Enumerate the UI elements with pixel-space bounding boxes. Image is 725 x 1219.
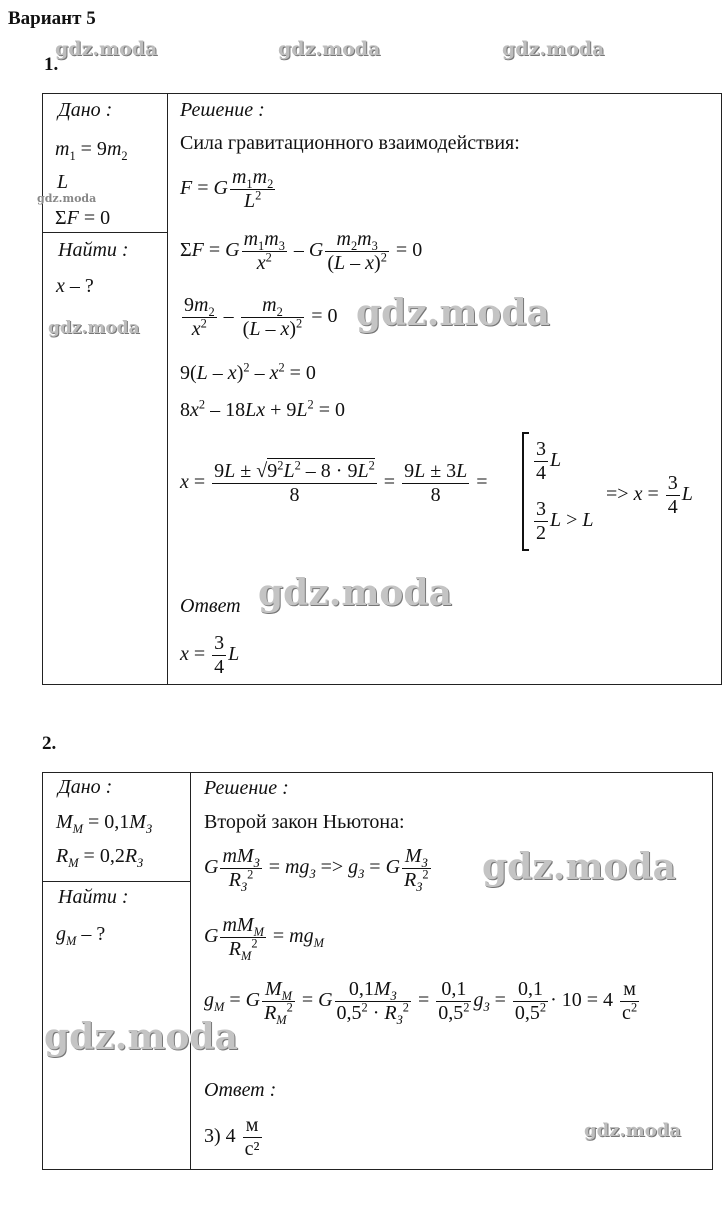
formula-eq-2: $8x^2 - 18Lx + 9L^2 = 0$: [180, 397, 345, 421]
watermark: gdz.moda: [482, 846, 676, 888]
given-radius-ratio: $R_M = 0,2R_З$: [56, 845, 144, 870]
formula-roots: x = $\frac{9L \pm √9^2L^2 - 8 \cdot 9L^2}{8}$ = $\frac{9L \pm 3L}{8}$ =: [180, 458, 488, 506]
formula-mars: G $\frac{mM_M}{R_M^2}$ = $mg_M$: [204, 914, 324, 963]
page-title: Вариант 5: [8, 8, 96, 29]
problem-1-number: 1.: [44, 54, 59, 75]
given-label: Дано :: [58, 99, 113, 121]
watermark: gdz.moda: [502, 38, 605, 60]
root-1: $\frac{3}{4}$ L: [536, 438, 562, 484]
watermark: gdz.moda: [278, 38, 381, 60]
answer-label: Ответ: [180, 595, 241, 617]
formula-ratio: $\frac{9m_2}{x^2}$ – $\frac{m_2}{(L - x)^2}$ = 0: [184, 294, 338, 340]
watermark: gdz.moda: [356, 292, 550, 334]
find-x: x – ?: [56, 275, 94, 297]
watermark: gdz.moda: [48, 318, 140, 338]
given-mass-ratio: $M_M = 0,1M_З$: [56, 811, 153, 836]
answer-label-2: Ответ :: [204, 1079, 277, 1101]
given-sum-f: ΣF = 0: [55, 207, 111, 229]
watermark: gdz.moda: [258, 572, 452, 614]
answer-value: x = $\frac{3}{4}$ L: [180, 632, 240, 678]
answer-value-2: 3) 4 $\frac{м}{\text{с²}}$: [204, 1114, 260, 1160]
formula-earth: G $\frac{mM_З}{R_З^2}$ = $mg_З => g_З = G$ $\frac{M_З}{R_З^2}$: [204, 845, 429, 894]
watermark: gdz.moda: [584, 1120, 681, 1141]
given-label-2: Дано :: [58, 776, 113, 798]
given-L: L: [57, 171, 69, 193]
watermark: gdz.moda: [37, 192, 97, 205]
solution-label: Решение :: [180, 99, 265, 121]
solution-line-1: Сила гравитационного взаимодействия:: [180, 132, 520, 154]
formula-result: $g_M = G$ $\frac{M_M}{R_M^2}$ = G $\frac{0,1M_З}{0,5^2 \cdot R_З^2}$ = $\frac{0,1}{0,5^2}$ $g_З$ = $\frac{0,1}{0,5^2}$ · 10 = 4 $\frac{м}{с^2}$: [204, 978, 638, 1027]
watermark: gdz.moda: [55, 38, 158, 60]
find-label: Найти :: [58, 239, 129, 261]
watermark: gdz.moda: [44, 1016, 238, 1058]
root-2: $\frac{3}{2}$ L > L: [536, 498, 594, 544]
solution-label-2: Решение :: [204, 777, 289, 799]
formula-gravity: F = G $\frac{m_1m_2}{L^2}$: [180, 166, 274, 212]
find-label-2: Найти :: [58, 886, 129, 908]
root-result: => x = $\frac{3}{4}$ L: [606, 472, 693, 518]
formula-eq-1: $9(L - x)^2 - x^2 = 0$: [180, 360, 316, 384]
given-m1: $m_1 = 9m_2$: [55, 138, 128, 163]
formula-sum-f: ΣF = G $\frac{m_1m_3}{x^2}$ – G $\frac{m_2m_3}{(L - x)^2}$ = 0: [180, 228, 423, 274]
solution-line-1-2: Второй закон Ньютона:: [204, 811, 405, 833]
find-g: $g_M$ – ?: [56, 923, 106, 948]
problem-2-number: 2.: [42, 733, 57, 754]
